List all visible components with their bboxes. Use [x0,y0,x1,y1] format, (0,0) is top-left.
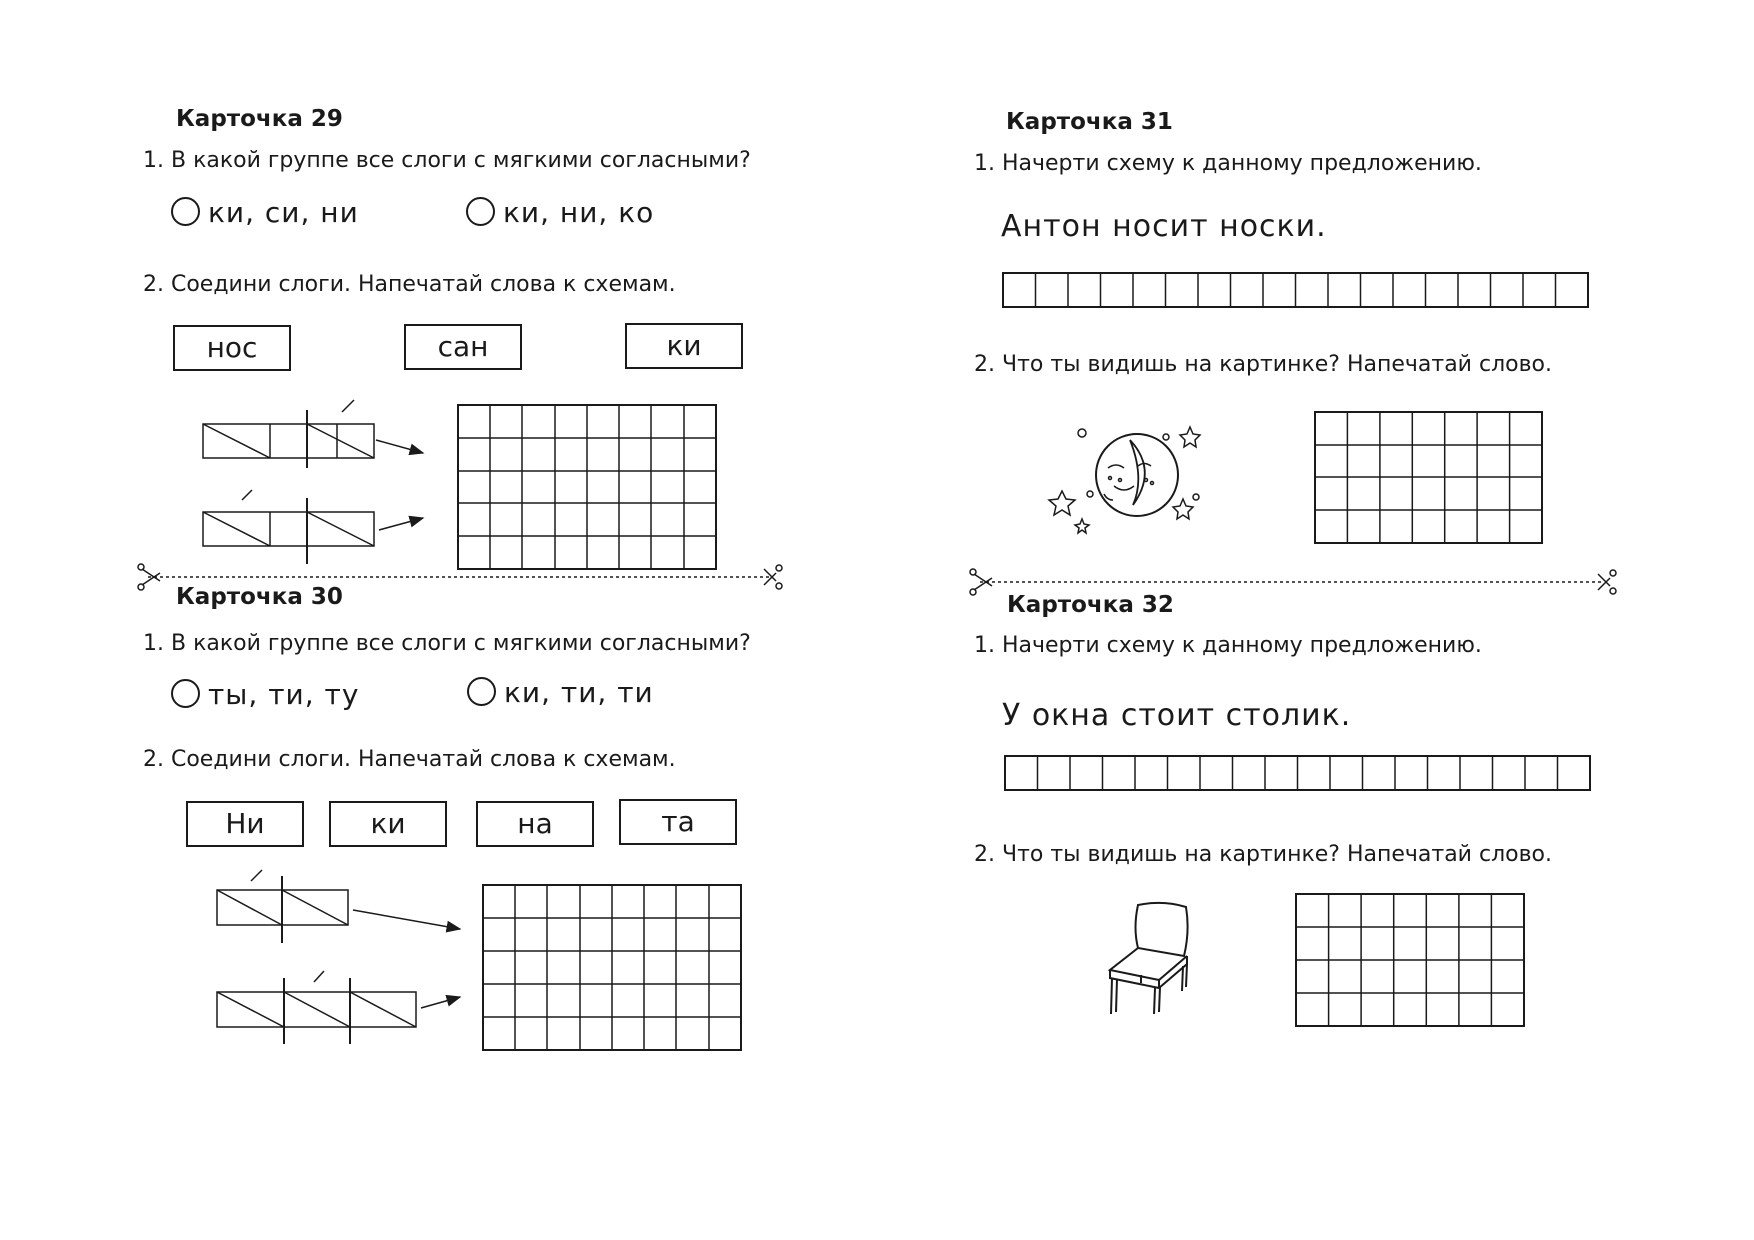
syllable-card[interactable]: сан [404,324,522,370]
card-31-sentence: Антон носит носки. [1001,209,1327,244]
answer-grid [483,885,741,1050]
card-32-sentence: У окна стоит столик. [1002,698,1352,733]
radio-circle-icon[interactable] [171,197,200,226]
card-32-task-1: 1. Начерти схему к данному предложению. [974,633,1482,658]
stress-mark-icon [242,490,252,500]
option-text: ки, ни, ко [503,196,655,229]
answer-grid [1296,894,1524,1026]
card-30-option-b[interactable] [467,676,654,709]
card-29-task-2: 2. Соедини слоги. Напечатай слова к схемам. [143,272,676,297]
card-29-title: Карточка 29 [176,106,343,132]
radio-circle-icon[interactable] [466,197,495,226]
arrow-icon [379,518,423,530]
sentence-scheme-row [1005,756,1590,790]
stress-mark-icon [314,971,324,982]
option-text: ки, ти, ти [504,676,654,709]
syllable-scheme-1 [203,400,423,468]
card-30-option-a[interactable] [171,678,359,711]
syllable-scheme-2 [203,490,423,564]
option-text: ты, ти, ту [208,678,360,711]
arrow-icon [353,910,460,929]
card-32-task-2: 2. Что ты видишь на картинке? Напечатай слово. [974,842,1553,867]
arrow-icon [421,997,460,1008]
syllable-scheme-4 [217,971,460,1044]
card-29-task-1: 1. В какой группе все слоги с мягкими согласными? [143,148,751,173]
stress-mark-icon [342,400,354,412]
sentence-scheme-row [1003,273,1588,307]
radio-circle-icon[interactable] [467,677,496,706]
card-32-title: Карточка 32 [1007,592,1174,618]
card-31-task-1: 1. Начерти схему к данному предложению. [974,151,1482,176]
syllable-card[interactable]: та [619,799,737,845]
syllable-card[interactable]: на [476,801,594,847]
card-29-option-a[interactable] [171,196,359,229]
chair-icon [1110,903,1188,1014]
card-31-task-2: 2. Что ты видишь на картинке? Напечатай слово. [974,352,1553,377]
scissors-icon [1598,570,1616,594]
card-30-title: Карточка 30 [176,584,343,610]
scissors-icon [970,569,992,595]
answer-grid [458,405,716,569]
arrow-icon [376,440,423,453]
stress-mark-icon [251,870,262,881]
option-text: ки, си, ни [208,196,359,229]
syllable-scheme-3 [217,870,460,943]
card-31-title: Карточка 31 [1006,109,1173,135]
syllable-card[interactable]: ки [625,323,743,369]
scissors-icon [764,565,782,589]
scissors-icon [138,564,160,590]
card-30-task-2: 2. Соедини слоги. Напечатай слова к схемам. [143,747,676,772]
syllable-card[interactable]: ки [329,801,447,847]
syllable-card[interactable]: нос [173,325,291,371]
moon-icon [1096,434,1178,516]
radio-circle-icon[interactable] [171,679,200,708]
syllable-card[interactable]: Ни [186,801,304,847]
card-30-task-1: 1. В какой группе все слоги с мягкими согласными? [143,631,751,656]
card-29-option-b[interactable] [466,196,654,229]
answer-grid [1315,412,1542,543]
star-icon [1049,427,1200,533]
